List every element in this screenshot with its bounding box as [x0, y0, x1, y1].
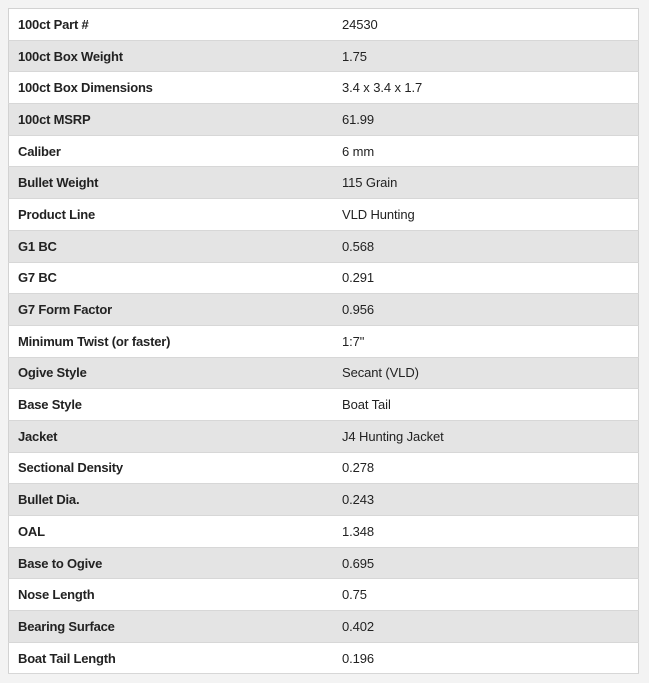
spec-value: Secant (VLD): [334, 357, 639, 389]
table-row: [9, 642, 639, 674]
table-row: [9, 516, 639, 548]
spec-value: 0.695: [334, 547, 639, 579]
table-row: [9, 357, 639, 389]
specifications-table-body: [9, 9, 639, 674]
spec-value: VLD Hunting: [334, 199, 639, 231]
specifications-table: [8, 8, 639, 674]
table-row: [9, 579, 639, 611]
spec-label: Bullet Weight: [9, 167, 335, 199]
spec-label: 100ct Part #: [9, 9, 335, 41]
spec-value: 61.99: [334, 104, 639, 136]
spec-value: 1.348: [334, 516, 639, 548]
table-row: [9, 230, 639, 262]
spec-value: 0.75: [334, 579, 639, 611]
table-row: [9, 199, 639, 231]
table-row: [9, 325, 639, 357]
spec-label: Sectional Density: [9, 452, 335, 484]
table-row: [9, 484, 639, 516]
spec-label: Base to Ogive: [9, 547, 335, 579]
table-row: [9, 420, 639, 452]
table-row: [9, 104, 639, 136]
table-row: [9, 40, 639, 72]
table-row: [9, 262, 639, 294]
spec-label: G7 BC: [9, 262, 335, 294]
spec-label: G1 BC: [9, 230, 335, 262]
table-row: [9, 452, 639, 484]
table-row: [9, 72, 639, 104]
spec-value: 0.291: [334, 262, 639, 294]
specifications-panel: [8, 8, 639, 674]
spec-label: 100ct Box Dimensions: [9, 72, 335, 104]
spec-label: Bullet Dia.: [9, 484, 335, 516]
spec-value: 24530: [334, 9, 639, 41]
spec-value: Boat Tail: [334, 389, 639, 421]
spec-value: 1.75: [334, 40, 639, 72]
spec-label: G7 Form Factor: [9, 294, 335, 326]
spec-value: 1:7": [334, 325, 639, 357]
spec-label: Bearing Surface: [9, 611, 335, 643]
spec-value: 0.278: [334, 452, 639, 484]
spec-label: Base Style: [9, 389, 335, 421]
spec-label: Boat Tail Length: [9, 642, 335, 674]
table-row: [9, 294, 639, 326]
table-row: [9, 611, 639, 643]
spec-value: 0.956: [334, 294, 639, 326]
spec-value: 3.4 x 3.4 x 1.7: [334, 72, 639, 104]
spec-value: J4 Hunting Jacket: [334, 420, 639, 452]
spec-label: Ogive Style: [9, 357, 335, 389]
spec-value: 0.196: [334, 642, 639, 674]
spec-value: 0.568: [334, 230, 639, 262]
spec-value: 115 Grain: [334, 167, 639, 199]
table-row: [9, 135, 639, 167]
spec-label: 100ct Box Weight: [9, 40, 335, 72]
spec-label: 100ct MSRP: [9, 104, 335, 136]
spec-label: Minimum Twist (or faster): [9, 325, 335, 357]
spec-label: Nose Length: [9, 579, 335, 611]
spec-label: Jacket: [9, 420, 335, 452]
table-row: [9, 547, 639, 579]
spec-label: Product Line: [9, 199, 335, 231]
table-row: [9, 167, 639, 199]
spec-value: 0.243: [334, 484, 639, 516]
table-row: [9, 9, 639, 41]
spec-value: 6 mm: [334, 135, 639, 167]
table-row: [9, 389, 639, 421]
spec-label: Caliber: [9, 135, 335, 167]
spec-label: OAL: [9, 516, 335, 548]
spec-value: 0.402: [334, 611, 639, 643]
